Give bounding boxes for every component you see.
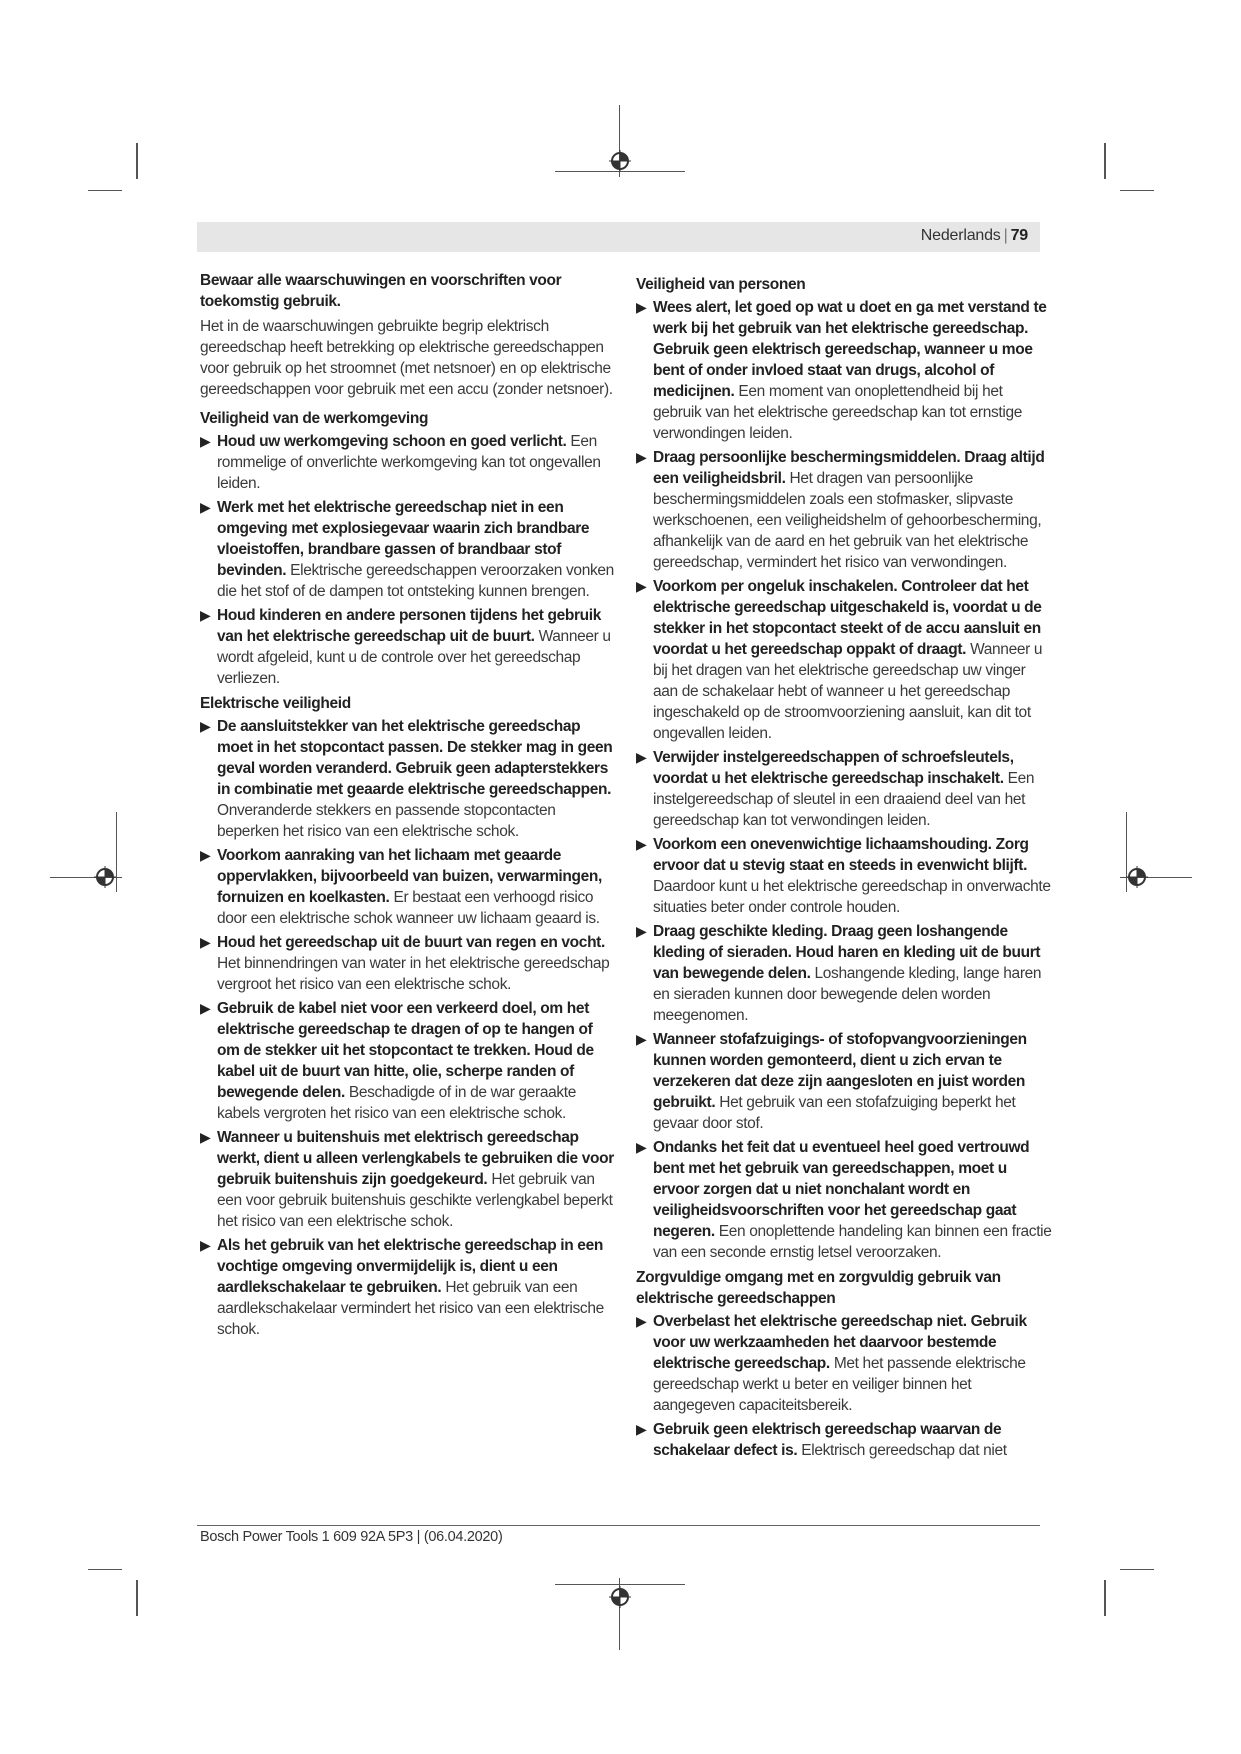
crop-mark bbox=[136, 143, 138, 179]
left-column bbox=[200, 270, 618, 1343]
item-text: Beschadigde of in de war geraakte kabels vergroten het risico van een elektrische schok. bbox=[217, 1084, 577, 1122]
header-label: Nederlands | 79 bbox=[920, 227, 1028, 244]
right-column bbox=[636, 270, 1054, 1464]
item-text: Een instelgereedschap of sleutel in een draaiend deel van het gereedschap kan tot verwondingen leiden. bbox=[653, 770, 1035, 829]
item-bold-text: Voorkom een onevenwichtige lichaamshouding. Zorg ervoor dat u stevig staat en steeds in evenwicht blijft. bbox=[653, 836, 1029, 874]
right-sections bbox=[636, 274, 1054, 1461]
list-item bbox=[200, 998, 618, 1124]
registration-mark-icon bbox=[609, 150, 631, 172]
item-bold-text: De aansluitstekker van het elektrische gereedschap moet in het stopcontact passen. De stekker mag in geen geval worden veranderd. Gebruik geen adapterstekkers in combinatie met geaarde elektrische gereedschappen. bbox=[217, 718, 613, 798]
item-text: Daardoor kunt u het elektrische gereedschap in onverwachte situaties beter onder controle houden. bbox=[653, 878, 1051, 916]
item-bold-text: Voorkom per ongeluk inschakelen. Controleer dat het elektrische gereedschap uitgeschakeld is, voordat u de stekker in het stopcontact steekt of de accu aansluit en voordat u het gereedschap oppakt of draagt. bbox=[653, 578, 1042, 658]
item-text: Elektrische gereedschappen veroorzaken vonken die het stof of de dampen tot ontsteking kunnen brengen. bbox=[217, 562, 614, 600]
bullet-arrow-icon: ▶ bbox=[200, 934, 211, 950]
list-item bbox=[200, 1235, 618, 1340]
bullet-arrow-icon: ▶ bbox=[636, 1139, 647, 1155]
item-text: Met het passende elektrische gereedschap werkt u beter en veiliger binnen het aangegeven capaciteitsbereik. bbox=[653, 1355, 1026, 1414]
item-bold-text: Verwijder instelgereedschappen of schroefsleutels, voordat u het elektrische gereedschap inschakelt. bbox=[653, 749, 1014, 787]
bullet-arrow-icon: ▶ bbox=[636, 749, 647, 765]
item-text: Het dragen van persoonlijke beschermingsmiddelen zoals een stofmasker, slipvaste werkschoenen, een veiligheidshelm of gehoorbescherming, afhankelijk van de aard en het gebruik van het elektrische gereedschap, vermindert het risico van verwondingen. bbox=[653, 470, 1042, 571]
item-bold-text: Houd het gereedschap uit de buurt van regen en vocht. bbox=[217, 934, 605, 951]
item-bold-text: Wanneer stofafzuigings- of stofopvangvoorzieningen kunnen worden gemonteerd, dient u zich ervan te verzekeren dat deze zijn aangesloten en juist worden gebruikt. bbox=[653, 1031, 1027, 1111]
item-text: Wanneer u wordt afgeleid, kunt u de controle over het gereedschap verliezen. bbox=[217, 628, 611, 687]
list-item bbox=[200, 605, 618, 689]
registration-mark-icon bbox=[609, 1586, 631, 1608]
item-text: Het binnendringen van water in het elektrische gereedschap vergroot het risico van een elektrische schok. bbox=[217, 955, 610, 993]
crop-mark bbox=[88, 190, 122, 191]
header-language: Nederlands bbox=[920, 227, 1001, 244]
item-bold-text: Gebruik geen elektrisch gereedschap waarvan de schakelaar defect is. bbox=[653, 1421, 1002, 1459]
footer-rule bbox=[197, 1525, 1040, 1526]
item-text: Een moment van onoplettendheid bij het gebruik van het elektrische gereedschap kan tot ernstige verwondingen leiden. bbox=[653, 383, 1022, 442]
list-item bbox=[200, 845, 618, 929]
left-sections bbox=[200, 408, 618, 1340]
bullet-arrow-icon: ▶ bbox=[200, 1129, 211, 1145]
list-item bbox=[636, 297, 1054, 444]
list-item bbox=[200, 716, 618, 842]
bullet-arrow-icon: ▶ bbox=[636, 578, 647, 594]
crop-mark bbox=[136, 1580, 138, 1616]
registration-line bbox=[555, 1584, 685, 1585]
bullet-arrow-icon: ▶ bbox=[636, 923, 647, 939]
bullet-arrow-icon: ▶ bbox=[636, 299, 647, 315]
bullet-arrow-icon: ▶ bbox=[636, 1421, 647, 1437]
footer-text: Bosch Power Tools 1 609 92A 5P3 | (06.04.2020) bbox=[200, 1529, 503, 1545]
crop-mark bbox=[1104, 143, 1106, 179]
list-item bbox=[636, 1311, 1054, 1416]
bullet-arrow-icon: ▶ bbox=[200, 718, 211, 734]
section-title: Veiligheid van de werkomgeving bbox=[200, 410, 429, 427]
registration-mark-icon bbox=[1126, 866, 1148, 888]
item-text: Er bestaat een verhoogd risico door een elektrische schok wanneer uw lichaam geaard is. bbox=[217, 889, 600, 927]
list-item bbox=[636, 834, 1054, 918]
list-item bbox=[200, 497, 618, 602]
list-item bbox=[636, 447, 1054, 573]
bullet-arrow-icon: ▶ bbox=[636, 836, 647, 852]
item-text: Loshangende kleding, lange haren en sieraden kunnen door bewegende delen worden meegenomen. bbox=[653, 965, 1042, 1024]
item-bold-text: Wees alert, let goed op wat u doet en ga met verstand te werk bij het gebruik van het elektrische gereedschap. Gebruik geen elektrisch gereedschap, wanneer u moe bent of onder invloed staat van drugs, alcohol of medicijnen. bbox=[653, 299, 1047, 400]
registration-line bbox=[116, 812, 117, 892]
crop-mark bbox=[1104, 1580, 1106, 1616]
item-bold-text: Voorkom aanraking van het lichaam met geaarde oppervlakken, bijvoorbeeld van buizen, verwarmingen, fornuizen en koelkasten. bbox=[217, 847, 602, 906]
list-item bbox=[636, 1029, 1054, 1134]
item-bold-text: Werk met het elektrische gereedschap niet in een omgeving met explosiegevaar waarin zich brandbare vloeistoffen, brandbare gassen of brandbaar stof bevinden. bbox=[217, 499, 590, 579]
item-text: Het gebruik van een aardlekschakelaar vermindert het risico van een elektrische schok. bbox=[217, 1279, 604, 1338]
list-item bbox=[636, 576, 1054, 744]
item-bold-text: Ondanks het feit dat u eventueel heel goed vertrouwd bent met het gebruik van gereedschappen, moet u ervoor zorgen dat u niet nonchalant wordt en veiligheidsvoorschriften voor het gereedschap gaat negeren. bbox=[653, 1139, 1030, 1240]
item-text: Het gebruik van een stofafzuiging beperkt het gevaar door stof. bbox=[653, 1094, 1016, 1132]
list-item bbox=[636, 921, 1054, 1026]
item-bold-text: Wanneer u buitenshuis met elektrisch gereedschap werkt, dient u alleen verlengkabels te gebruiken die voor gebruik buitenshuis zijn goedgekeurd. bbox=[217, 1129, 614, 1188]
list-item bbox=[636, 1137, 1054, 1263]
bullet-arrow-icon: ▶ bbox=[636, 1031, 647, 1047]
bullet-arrow-icon: ▶ bbox=[200, 607, 211, 623]
bullet-arrow-icon: ▶ bbox=[636, 1313, 647, 1329]
item-bold-text: Draag geschikte kleding. Draag geen loshangende kleding of sieraden. Houd haren en kleding uit de buurt van bewegende delen. bbox=[653, 923, 1041, 982]
item-bold-text: Draag persoonlijke beschermingsmiddelen. Draag altijd een veiligheidsbril. bbox=[653, 449, 1045, 487]
crop-mark bbox=[88, 1569, 122, 1570]
item-bold-text: Overbelast het elektrische gereedschap niet. Gebruik voor uw werkzaamheden het daarvoor bestemde elektrische gereedschap. bbox=[653, 1313, 1027, 1372]
item-bold-text: Houd kinderen en andere personen tijdens het gebruik van het elektrische gereedschap uit de buurt. bbox=[217, 607, 602, 645]
item-text: Wanneer u bij het dragen van het elektrische gereedschap uw vinger aan de schakelaar hebt of wanneer u het gereedschap ingeschakeld op de stroomvoorziening aansluit, kan dit tot ongevallen leiden. bbox=[653, 641, 1043, 742]
intro-title: Bewaar alle waarschuwingen en voorschriften voor toekomstig gebruik. bbox=[200, 272, 562, 310]
crop-mark bbox=[1120, 190, 1154, 191]
item-text: Elektrisch gereedschap dat niet bbox=[801, 1442, 1007, 1459]
item-text: Onveranderde stekkers en passende stopcontacten beperken het risico van een elektrische schok. bbox=[217, 802, 556, 840]
bullet-arrow-icon: ▶ bbox=[200, 499, 211, 515]
section-title: Zorgvuldige omgang met en zorgvuldig gebruik van elektrische gereedschappen bbox=[636, 1269, 1001, 1307]
list-item bbox=[200, 431, 618, 494]
page-header bbox=[197, 222, 1040, 252]
list-item bbox=[636, 747, 1054, 831]
item-bold-text: Houd uw werkomgeving schoon en goed verlicht. bbox=[217, 433, 567, 450]
bullet-arrow-icon: ▶ bbox=[636, 449, 647, 465]
list-item bbox=[200, 1127, 618, 1232]
item-bold-text: Gebruik de kabel niet voor een verkeerd doel, om het elektrische gereedschap te dragen of op te hangen of om de stekker uit het stopcontact te trekken. Houd de kabel uit de buurt van hitte, olie, scherpe randen of bewegende delen. bbox=[217, 1000, 594, 1101]
crop-mark bbox=[1120, 1569, 1154, 1570]
section-title: Elektrische veiligheid bbox=[200, 695, 351, 712]
list-item bbox=[200, 932, 618, 995]
intro-text: Het in de waarschuwingen gebruikte begrip elektrisch gereedschap heeft betrekking op elektrische gereedschappen voor gebruik op het stroomnet (met netsnoer) en op elektrische gereedschappen voor gebruik met een accu (zonder netsnoer). bbox=[200, 318, 613, 398]
bullet-arrow-icon: ▶ bbox=[200, 847, 211, 863]
section-title: Veiligheid van personen bbox=[636, 276, 806, 293]
list-item bbox=[636, 1419, 1054, 1461]
bullet-arrow-icon: ▶ bbox=[200, 433, 211, 449]
item-text: Een onoplettende handeling kan binnen een fractie van een seconde ernstig letsel veroorzaken. bbox=[653, 1223, 1052, 1261]
registration-mark-icon bbox=[94, 866, 116, 888]
bullet-arrow-icon: ▶ bbox=[200, 1237, 211, 1253]
item-text: Een rommelige of onverlichte werkomgeving kan tot ongevallen leiden. bbox=[217, 433, 601, 492]
item-text: Het gebruik van een voor gebruik buitenshuis geschikte verlengkabel beperkt het risico van een elektrische schok. bbox=[217, 1171, 613, 1230]
bullet-arrow-icon: ▶ bbox=[200, 1000, 211, 1016]
item-bold-text: Als het gebruik van het elektrische gereedschap in een vochtige omgeving onvermijdelijk is, dient u een aardlekschakelaar te gebruiken. bbox=[217, 1237, 603, 1296]
page-number: 79 bbox=[1010, 227, 1028, 244]
